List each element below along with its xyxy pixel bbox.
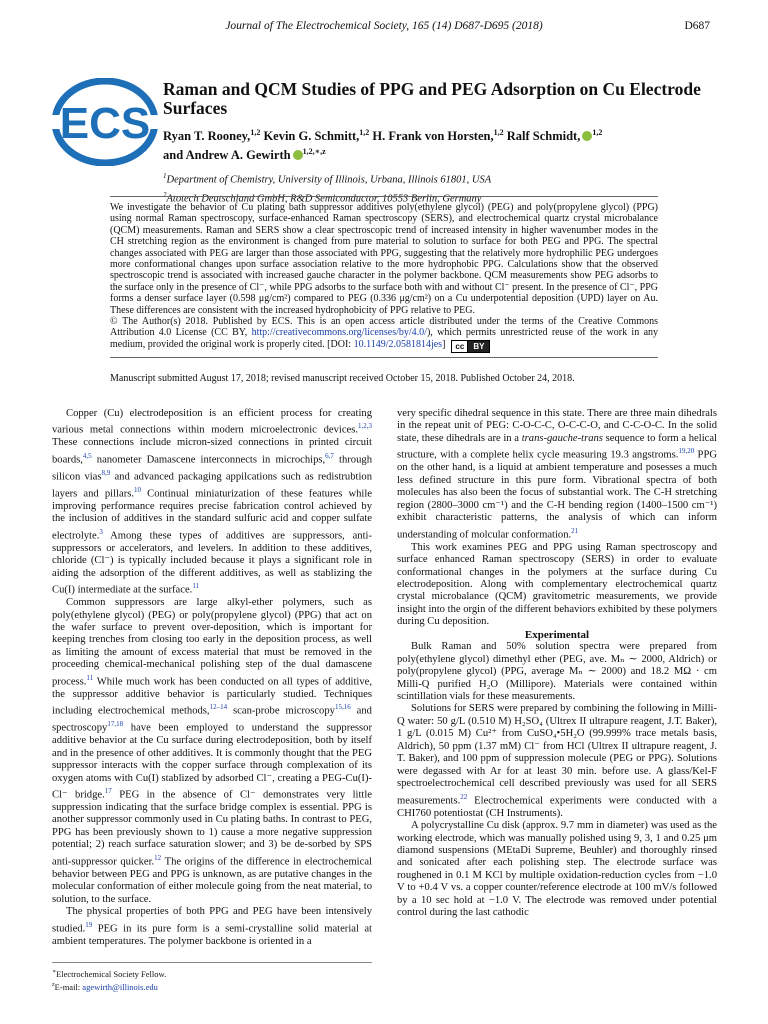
article-title: Raman and QCM Studies of PPG and PEG Adsorption on Cu Electrode Surfaces (163, 79, 701, 118)
experimental-paragraph-1: Bulk Raman and 50% solution spectra were prepared from poly(ethylene glycol) dimethyl ether (PEG, ave. Mₙ ∼ 2000, Aldrich) or poly(propylene glycol) (PPG, average Mₙ ∼ 2000) and 18.2 MΩ · cm Milli-Q purified H₂O (Millipore). Materials were contained within scintillation vials for these measurements. (397, 641, 717, 703)
doi-link[interactable]: 10.1149/2.0581814jes (353, 338, 443, 350)
citation[interactable]: 11 (86, 673, 94, 682)
right-column (397, 408, 717, 920)
author-rooney[interactable]: Ryan T. Rooney, (163, 129, 251, 144)
author-schmidt[interactable]: Ralf Schmidt, (503, 129, 581, 144)
page-number: D687 (684, 20, 710, 32)
intro-paragraph-1: Copper (Cu) electrodeposition is an efficient process for creating various metal connections within modern microelectronic devices.$^{1,2,3}$ These connections include micron-sized connections in printed circuit boards,$^{4,5}$ nanometer Damascene interconnects in microchips,$^{6,7}$ through silicon vias$^{8,9}$ and advanced packaging appilcations such as redistrubtion layers and pillars.$^{10}$ Continual miniaturization of these features while improving performance requires precise fabrication control achieved by the inclusion of additives in the standard sulfuric acid and copper sulfate electrolyte.$^3$ Among these types of additives are suppressors, anti-suppressors or accelerators, and levelers. In addition to these additives, chloride (Cl⁻) is typically included because it plays a significant role in aiding the adsorption of the different additives, as well as stablizing the Cu(I) intermediate at the surface.$^{11}$ (52, 408, 373, 596)
citation[interactable]: 11 (192, 582, 200, 591)
experimental-paragraph-2: Solutions for SERS were prepared by combining the following in Milli-Q water: 50 g/L (0.510 M) H₂SO₄ (Ultrex II ultrapure reagent, J.T. Baker), 1 g/L (0.015 M) Cu²⁺ from CuSO₄•5H₂O (99.999% trace metals basis, Aldrich), 50 ppm (1.37 mM) Cl⁻ from HCl (Ultrex II ultrapure reagent, J. T. Baker), and 100 ppm of suppression molecule (PEG or PPG). Solutions were degassed with Ar for at least 30 min. before use. A glass/Kel-F spectroelectrochemical cell described previously was used for all SERS measurements.$^{22}$ Electrochemical experiments were conducted with a CHI760 potentiostat (CH Instruments). (397, 703, 717, 819)
affil-mark: 1,2 (592, 128, 603, 137)
citation[interactable]: 21 (571, 526, 579, 535)
citation[interactable]: 12 (154, 853, 162, 862)
journal-citation: Journal of The Electrochemical Society, 165 (14) D687-D695 (2018) (225, 20, 543, 32)
copyright-notice: © The Author(s) 2018. Published by ECS. This is an open access article distributed under the terms of the Creative Commons Attribution 4.0 License (CC BY, http://creativecommons.org/licenses/by/4.0/), which permits unrestricted reuse of the work in any medium, provided the original work is properly cited. [DOI: 10.1149/2.0581814jes] cc BY (110, 316, 658, 353)
citation[interactable]: 19 (85, 920, 93, 929)
citation[interactable]: 3 (99, 527, 103, 536)
author-schmitt[interactable]: Kevin G. Schmitt, (260, 129, 360, 144)
cc-by-badge[interactable]: cc BY (451, 340, 490, 353)
citation[interactable]: 4,5 (82, 451, 92, 460)
footnote-email: $^z$E-mail: agewirth@illinois.edu (52, 981, 158, 992)
citation[interactable]: 17 (104, 787, 112, 796)
affil-mark: 1,2 (359, 128, 370, 137)
license-link[interactable]: http://creativecommons.org/licenses/by/4.0/ (251, 327, 427, 339)
running-header (0, 20, 768, 36)
email-link[interactable]: agewirth@illinois.edu (82, 981, 158, 992)
author-vonhorsten[interactable]: H. Frank von Horsten, (369, 129, 494, 144)
manuscript-dates: Manuscript submitted August 17, 2018; revised manuscript received October 15, 2018. Published October 24, 2018. (110, 373, 575, 384)
affil-mark: 1,2 (250, 128, 261, 137)
citation[interactable]: 15,16 (334, 703, 351, 712)
affil-mark: 1,2,∗,z (302, 147, 326, 157)
footnote-fellow: ∗Electrochemical Society Fellow. (52, 968, 167, 979)
citation[interactable]: 17,18 (107, 720, 124, 729)
citation[interactable]: 22 (460, 792, 468, 801)
affil-mark: 1,2 (493, 128, 504, 137)
intro-paragraph-3: The physical properties of both PPG and PEG have been intensively studied.$^{19}$ PEG in its pure form is a semi-crystalline solid material at ambient temperatures. The polymer backbone is oriented in a (52, 906, 372, 947)
section-heading-experimental: Experimental (524, 628, 590, 641)
affiliation-1: $^1$Department of Chemistry, University of Illinois, Urbana, Illinois 61801, USA (163, 172, 492, 186)
orcid-icon[interactable] (582, 131, 592, 141)
citation[interactable]: 12–14 (209, 703, 228, 712)
intro-paragraph-2: Common suppressors are large alkyl-ether polymers, such as poly(ethylene glycol) (PEG) or poly(propylene glycol) (PPG) that act on the wafer surface to prevent over-deposition, which is important for keeping trenches from closing too early in the deposition process, as well as limiting the amount of excess material that must be removed in the proceeding chemical-mechanical polishing step of the dual damascene process.$^{11}$ While much work has been conducted on all types of additive, the suppressor additive behavior is particularly studied. Techniques including electrochemical methods,$^{12-14}$ scan-probe microscopy$^{15,16}$ and spectroscopy$^{17,18}$ have been employed to understand the suppressor additive behavior at the Cu surface during electrodeposition, both by itself and in the presence of other additives. It is commonly thought that the PEG suppressor interacts with the copper surface through complexation of its oxygen atoms with Cu(I) stablized by adsorbed Cl⁻, creating a PEG-Cu(I)-Cl⁻ bridge.$^{17}$ PEG in the absence of Cl⁻ demonstrates very little suppression indicating that the surface bridge complex is essential. PPG is another suppressor commonly used in Cu plating baths. In contrast to PEG, PPG has been previously shown to 1) cause a more negative suppression potential; 2) reach surface saturation slower; and 3) be de-sorbed by SPS anti-suppressor quicker.$^{12}$ The origins of the difference in electrochemical behavior between PEG and PPG is unknown, as are putative changes in the molecular conformation of either molecule going from the neat material, to solution, to the surface. (52, 597, 373, 905)
title-block (163, 80, 723, 206)
citation[interactable]: 10 (134, 485, 141, 494)
experimental-paragraph-3: A polycrystalline Cu disk (approx. 9.7 mm in diameter) was used as the working electrode, which was manually polished using 9, 3, 1 and 0.25 μm diamond suspensions (MEtaDi Supreme, Beuhler) and thoroughly rinsed and sonicated after each polishing step. The electrode surface was roughened in 0.1 M KCl by multiple oxidation-reduction cycles from −1.0 V to +0.4 V vs. a copper counter/reference electrode at 100 mV/s followed by a 10 sec hold at −1.0 V. The electrode was removed under potential control during the last cathodic (397, 820, 717, 919)
citation[interactable]: 8,9 (101, 468, 111, 477)
affiliation-2: $^2$Atotech Deutschland GmbH, R&D Semiconductor, 10553 Berlin, Germany (163, 190, 482, 205)
author-list (163, 125, 723, 163)
abstract-text: We investigate the behavior of Cu plating bath suppressor additives poly(ethylene glycol) (PEG) and poly(propylene glycol) (PPG) using normal Raman spectroscopy, surface-enhanced Raman spectroscopy (SERS), and electrochemical quartz crystal microbalance (QCM) measurements. Raman and SERS show a clear spectroscopic trend of increased intensity in higher wavenumber modes in the CH stretching region as the environment is changed from pure material to solution to surface for both PEG and PPG. The spectral changes associated with PEG are larger than those associated with PPG, suggesting that the relatively more hydrophilic PEG undergoes more conformational changes upon surface association relative to the more hydrophobic PPG. Calculations show that the observed spectroscopic trend is associated with increased gauche character in the polymer backbone. QCM measurements show PEG adsorbs to the surface only in the presence of Cl⁻, while PPG adsorbs to the surface both with and without Cl⁻ present. In the presence of Cl⁻, PPG forms a denser surface layer (0.598 μg/cm²) compared to PEG (0.336 μg/cm²) on a Cu underpotential deposition (UPD) layer on Au. These differences are consistent with the increased hydrophobicity of PPG relative to PEG. (110, 202, 658, 316)
citation[interactable]: 19,20 (678, 447, 695, 456)
citation[interactable]: 1,2,3 (358, 422, 372, 431)
intro-paragraph-4: very specific dihedral sequence in this state. There are three main dihedrals in the repeat unit of PEG: C-O-C-C, O-C-C-O, and C-C-O-C. In the solid state, these dihedrals are in a trans-gauche-trans sequence to form a helical structure, with a complete helix cycle measuring 19.3 angstroms.$^{19,20}$ PPG on the other hand, is a liquid at ambient temperature and posesses a much less defined structure in this pure form. Vibrational spectra of both molecules has also been the focus of substantial work. The C-H stretching region (2800–3000 cm⁻¹) and the C-H bending region (1400–1500 cm⁻¹) exhibit characteristic patterns, the analysis of which can inform understanding of molcular conformation.$^{21}$ (397, 408, 717, 541)
ecs-logo (52, 78, 158, 166)
abstract-box (110, 196, 658, 358)
footnotes (52, 962, 372, 993)
citation[interactable]: 6,7 (325, 451, 334, 460)
author-gewirth[interactable]: and Andrew A. Gewirth (163, 148, 291, 163)
logo-text: ECS (59, 99, 151, 148)
orcid-icon[interactable] (293, 150, 303, 160)
intro-paragraph-5: This work examines PEG and PPG using Raman spectroscopy and surface enhanced Raman spectroscopy (SERS) in order to evaluate conformational changes in the polymers at the surface during Cu electrodeposition. Along with complementary electrochemical quartz crystal microbalance (QCM) gravitometric measurements, we provide insight into the orgin of the different behaviors exhibited by these polymers during Cu deposition. (397, 541, 718, 628)
left-column (52, 408, 372, 948)
